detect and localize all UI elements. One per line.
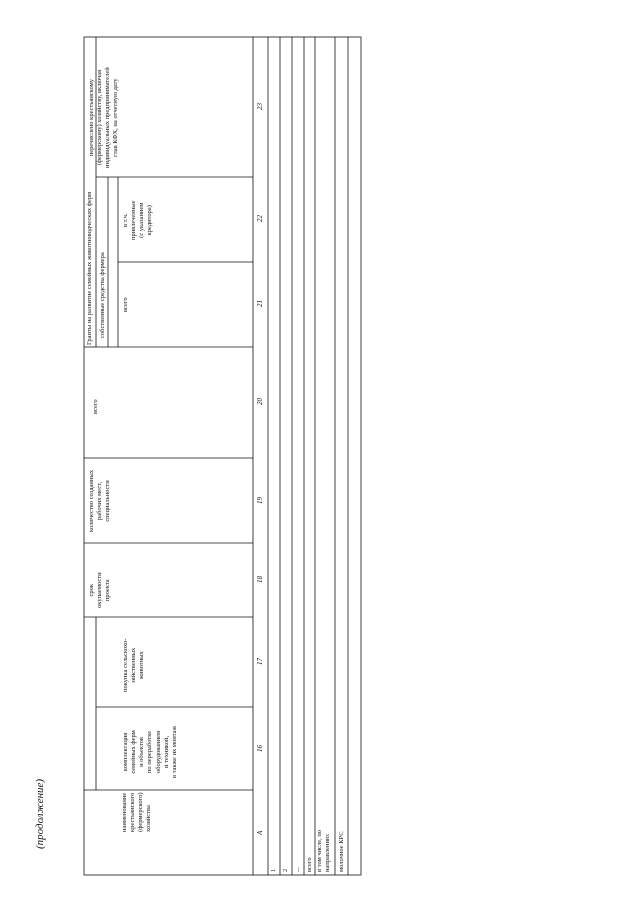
column-number: 16	[256, 745, 264, 752]
header-grants-total: всего	[92, 399, 99, 414]
column-number: 17	[256, 658, 264, 665]
column-number: 23	[256, 103, 264, 110]
header-own-funds: собственные средства фермера	[99, 252, 106, 338]
header-grants-title: Гранты на развитие семейных животноводческих ферм	[86, 191, 93, 345]
column-number: 20	[256, 398, 264, 405]
header-own-total: всего	[122, 297, 129, 312]
column-number: 21	[256, 300, 264, 307]
header-animals-purchase: покупка сельскохо- зяйственных животных	[122, 638, 146, 692]
row-label: молочное КРС	[338, 831, 345, 872]
header-complectation: комплектация семейных ферм и объектов по переработке оборудованием и техникой, в также их монтаж	[122, 725, 178, 778]
column-number: 18	[256, 576, 264, 583]
column-number: А	[256, 830, 264, 835]
column-number: 22	[256, 215, 264, 222]
column-number: 19	[256, 497, 264, 504]
row-label: ...	[294, 867, 301, 872]
header-jobs-created: количество созданных рабочих мест, специальности	[88, 469, 112, 532]
continuation-caption: (продолжение)	[34, 778, 46, 849]
header-payback-term: срок окупаемости проекта	[88, 572, 112, 608]
row-label: в том числе, по направлению:	[316, 829, 332, 872]
header-own-borrowed: в т.ч. привлеченные (с указанием кредитора)	[122, 200, 154, 240]
row-label: 1	[270, 868, 277, 872]
header-farm-name: наименование крестьянского (фермерского) хозяйства	[121, 792, 153, 832]
header-transferred: перечислено крестьянскому (фермерскому) хозяйству, включая индивидуальных предпринимателей глав КФХ, на отчетную дату	[88, 67, 120, 168]
row-label: всего	[306, 857, 313, 872]
row-label: 2	[282, 868, 289, 872]
